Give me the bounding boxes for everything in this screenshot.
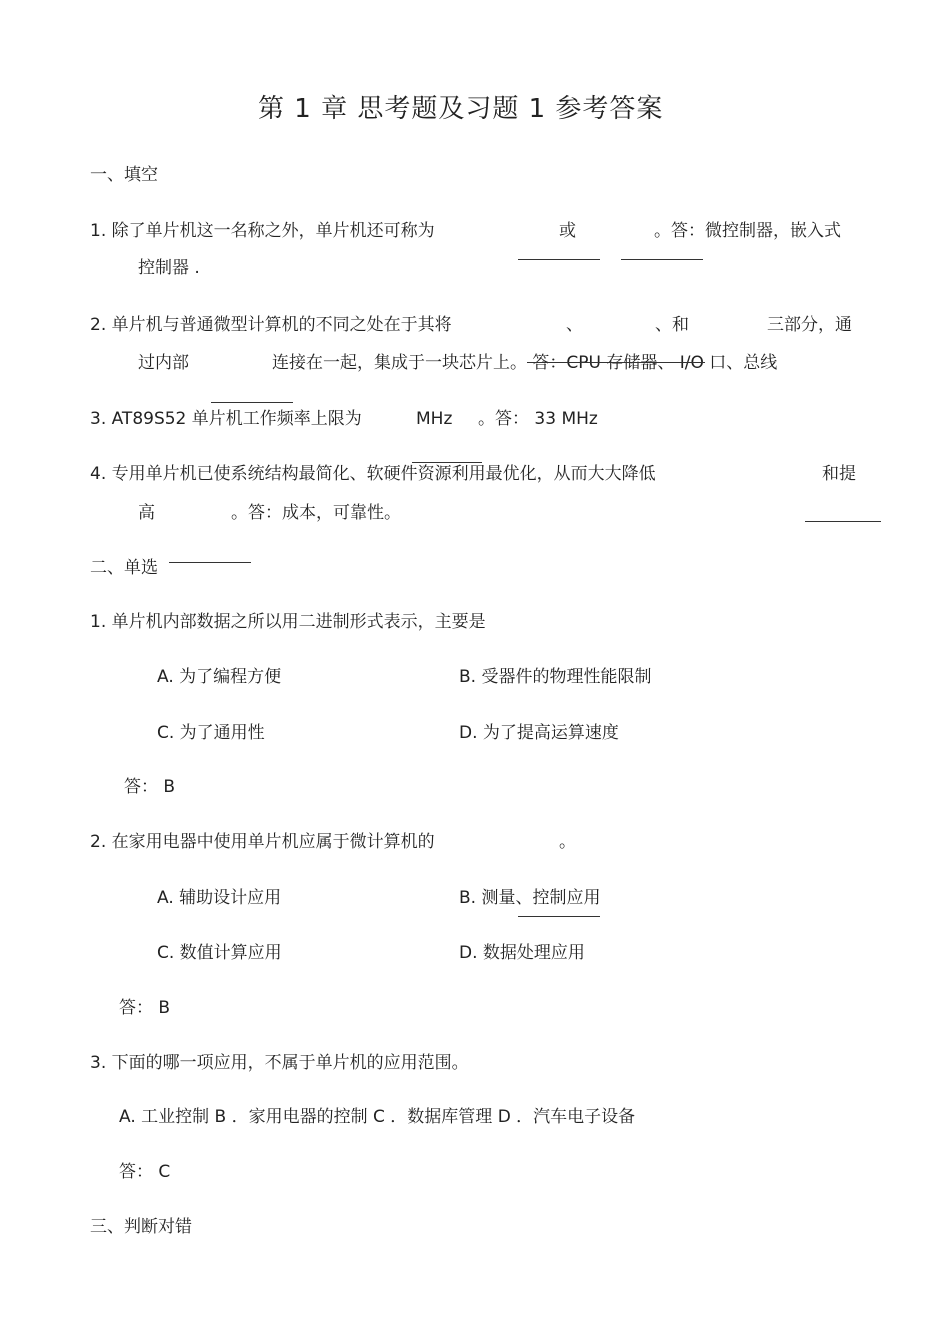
fill-q2-sep1: 、 <box>566 315 583 335</box>
fill-q4-line2a: 高 <box>138 503 155 523</box>
fill-q4-and: 和提 <box>822 464 856 484</box>
section-heading-judge: 三、判断对错 <box>90 1217 192 1237</box>
fill-q4-line2b: 。答：成本，可靠性。 <box>231 503 401 523</box>
single-q1-option-a: A. 为了编程方便 <box>157 667 282 687</box>
fill-q2-line1b: 三部分，通 <box>767 315 852 335</box>
fill-q2-line2b: 连接在一起，集成于一块芯片上。 答：CPU 存储器、 I/O 口、总线 <box>272 353 778 373</box>
single-q2-option-c: C. 数值计算应用 <box>157 943 282 963</box>
section-heading-single: 二、单选 <box>90 558 158 578</box>
single-q2-end: 。 <box>559 832 576 852</box>
fill-q3-unit: MHz <box>416 409 453 429</box>
page-title: 第 1 章 思考题及习题 1 参考答案 <box>258 94 664 124</box>
fill-q1-or: 或 <box>559 221 576 241</box>
fill-q2-sep2: 、和 <box>655 315 689 335</box>
fill-q1-answer: 。答：微控制器，嵌入式 <box>654 221 841 241</box>
section-heading-fill: 一、填空 <box>90 165 158 185</box>
answer-blank-line <box>211 402 293 403</box>
answer-blank-line <box>527 362 705 363</box>
fill-q2-line2a: 过内部 <box>138 353 189 373</box>
answer-blank-line <box>169 562 251 563</box>
fill-q1-line1: 1. 除了单片机这一名称之外，单片机还可称为 <box>90 221 435 241</box>
single-q2-option-a: A. 辅助设计应用 <box>157 888 282 908</box>
single-q1-answer: 答： B <box>124 777 176 797</box>
answer-blank-line <box>518 259 600 260</box>
fill-q4-line1: 4. 专用单片机已使系统结构最简化、软硬件资源利用最优化，从而大大降低 <box>90 464 656 484</box>
single-q3-answer: 答： C <box>119 1162 171 1182</box>
answer-blank-line <box>805 521 881 522</box>
single-q1-stem: 1. 单片机内部数据之所以用二进制形式表示，主要是 <box>90 612 486 632</box>
fill-q1-line2: 控制器 . <box>138 258 200 278</box>
fill-q3-text: 3. AT89S52 单片机工作频率上限为 <box>90 409 362 429</box>
single-q3-options: A. 工业控制 B ．家用电器的控制 C ．数据库管理 D ．汽车电子设备 <box>119 1107 636 1127</box>
answer-blank-line <box>412 462 482 463</box>
single-q2-option-b: B. 测量、控制应用 <box>459 888 601 908</box>
single-q3-stem: 3. 下面的哪一项应用，不属于单片机的应用范围。 <box>90 1053 469 1073</box>
single-q1-option-d: D. 为了提高运算速度 <box>459 723 619 743</box>
answer-blank-line <box>621 259 703 260</box>
single-q2-option-d: D. 数据处理应用 <box>459 943 585 963</box>
single-q1-option-b: B. 受器件的物理性能限制 <box>459 667 652 687</box>
fill-q2-line1a: 2. 单片机与普通微型计算机的不同之处在于其将 <box>90 315 452 335</box>
single-q2-answer: 答： B <box>119 998 171 1018</box>
single-q2-stem: 2. 在家用电器中使用单片机应属于微计算机的 <box>90 832 435 852</box>
fill-q3-answer: 。答： 33 MHz <box>478 409 598 429</box>
answer-blank-line <box>518 916 600 917</box>
single-q1-option-c: C. 为了通用性 <box>157 723 265 743</box>
